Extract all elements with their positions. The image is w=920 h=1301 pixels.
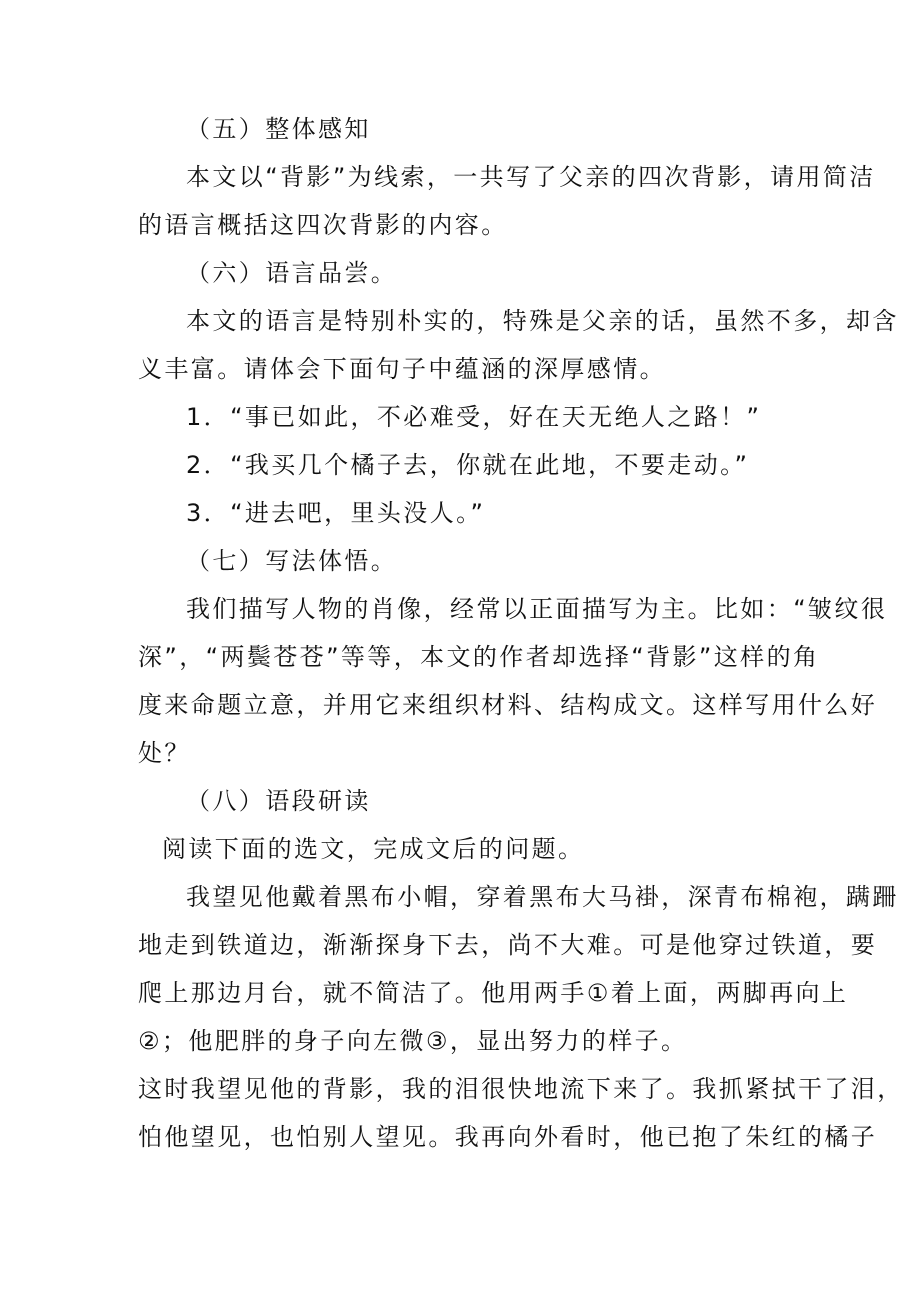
paragraph-line: 本文以“背影”为线索，一共写了父亲的四次背影，请用简洁 bbox=[186, 163, 876, 191]
paragraph-line: 我望见他戴着黑布小帽，穿着黑布大马褂，深青布棉袍，蹒跚 bbox=[186, 883, 899, 911]
paragraph-line: 我们描写人物的肖像，经常以正面描写为主。比如：“皱纹很 bbox=[186, 595, 888, 623]
list-item: 1．“事已如此，不必难受，好在天无绝人之路！” bbox=[186, 403, 762, 431]
paragraph-line: 地走到铁道边，渐渐探身下去，尚不大难。可是他穿过铁道，要 bbox=[138, 931, 878, 959]
paragraph-line: 这时我望见他的背影，我的泪很快地流下来了。我抓紧拭干了泪， bbox=[138, 1075, 904, 1103]
paragraph-line: ②；他肥胖的身子向左微③，显出努力的样子。 bbox=[138, 1027, 688, 1055]
section-heading-8: （八）语段研读 bbox=[186, 787, 371, 815]
paragraph-line: 义丰富。请体会下面句子中蕴涵的深厚感情。 bbox=[138, 355, 666, 383]
paragraph-line: 本文的语言是特别朴实的，特殊是父亲的话，虽然不多，却含 bbox=[186, 307, 899, 335]
paragraph-line: 深”，“两鬓苍苍”等等，本文的作者却选择“背影”这样的角 bbox=[138, 643, 820, 671]
list-item: 3．“进去吧，里头没人。” bbox=[186, 499, 486, 527]
section-heading-6: （六）语言品尝。 bbox=[186, 259, 398, 287]
paragraph-line: 阅读下面的选文，完成文后的问题。 bbox=[162, 835, 585, 863]
paragraph-line: 处？ bbox=[138, 739, 191, 767]
section-heading-5: （五）整体感知 bbox=[186, 115, 371, 143]
paragraph-line: 爬上那边月台，就不简洁了。他用两手①着上面，两脚再向上 bbox=[138, 979, 849, 1007]
list-item: 2．“我买几个橘子去，你就在此地，不要走动。” bbox=[186, 451, 750, 479]
paragraph-line: 的语言概括这四次背影的内容。 bbox=[138, 211, 508, 239]
section-heading-7: （七）写法体悟。 bbox=[186, 547, 398, 575]
paragraph-line: 怕他望见，也怕别人望见。我再向外看时，他已抱了朱红的橘子 bbox=[138, 1123, 878, 1151]
paragraph-line: 度来命题立意，并用它来组织材料、结构成文。这样写用什么好 bbox=[138, 691, 878, 719]
